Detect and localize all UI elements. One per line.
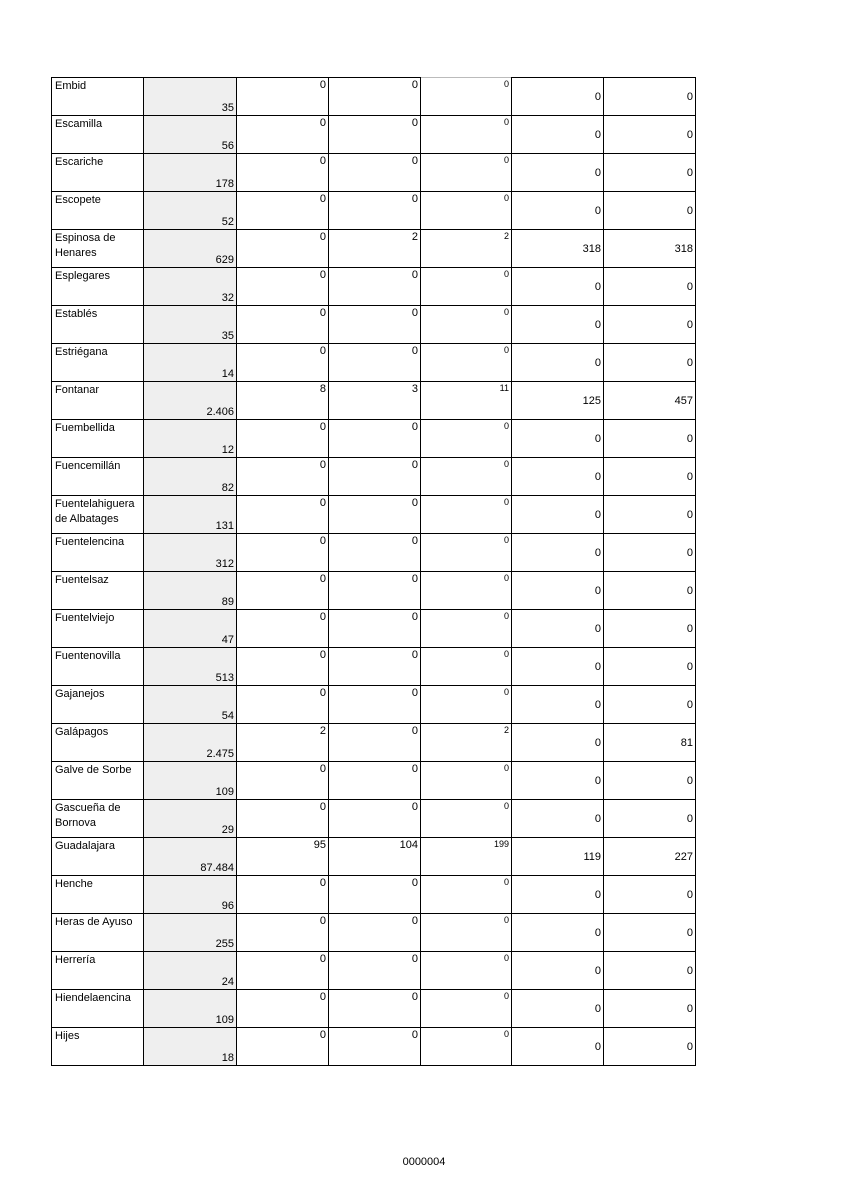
value-col-3-cell: 2 — [421, 724, 512, 762]
value-col-2-cell: 0 — [329, 154, 421, 192]
value-col-2-cell: 0 — [329, 458, 421, 496]
value-col-2-cell: 0 — [329, 686, 421, 724]
value-col-5-cell: 0 — [604, 496, 696, 534]
value-col-3-cell: 0 — [421, 952, 512, 990]
value-col-3-cell: 0 — [421, 876, 512, 914]
population-cell: 52 — [144, 192, 237, 230]
municipality-name-cell: Galve de Sorbe — [52, 762, 144, 800]
value-col-5-cell: 0 — [604, 914, 696, 952]
value-col-4-cell: 0 — [512, 914, 604, 952]
municipality-name-cell: Fuentelviejo — [52, 610, 144, 648]
value-col-3-cell: 0 — [421, 1028, 512, 1066]
value-col-2-cell: 0 — [329, 344, 421, 382]
value-col-1-cell: 0 — [237, 914, 329, 952]
value-col-5-cell: 0 — [604, 420, 696, 458]
value-col-1-cell: 0 — [237, 534, 329, 572]
value-col-5-cell: 318 — [604, 230, 696, 268]
table-row — [52, 306, 696, 344]
value-col-1-cell: 0 — [237, 572, 329, 610]
value-col-1-cell: 0 — [237, 952, 329, 990]
value-col-3-cell: 0 — [421, 78, 512, 116]
value-col-5-cell: 0 — [604, 952, 696, 990]
population-cell: 2.406 — [144, 382, 237, 420]
population-cell: 56 — [144, 116, 237, 154]
municipality-name-cell: Fuentelencina — [52, 534, 144, 572]
value-col-3-cell: 0 — [421, 154, 512, 192]
table-row — [52, 458, 696, 496]
value-col-3-cell: 0 — [421, 648, 512, 686]
municipality-name-cell: Fuencemillán — [52, 458, 144, 496]
value-col-2-cell: 0 — [329, 496, 421, 534]
value-col-5-cell: 0 — [604, 762, 696, 800]
municipality-name-cell: Espinosa de Henares — [52, 230, 144, 268]
value-col-4-cell: 0 — [512, 154, 604, 192]
value-col-2-cell: 0 — [329, 78, 421, 116]
value-col-2-cell: 0 — [329, 952, 421, 990]
population-cell: 109 — [144, 990, 237, 1028]
table-row — [52, 496, 696, 534]
value-col-1-cell: 0 — [237, 306, 329, 344]
municipality-name-cell: Fuentelahiguera de Albatages — [52, 496, 144, 534]
municipality-name-cell: Hiendelaencina — [52, 990, 144, 1028]
value-col-5-cell: 0 — [604, 1028, 696, 1066]
value-col-4-cell: 0 — [512, 458, 604, 496]
value-col-3-cell: 0 — [421, 762, 512, 800]
value-col-1-cell: 95 — [237, 838, 329, 876]
municipality-name-cell: Fuembellida — [52, 420, 144, 458]
value-col-3-cell: 2 — [421, 230, 512, 268]
value-col-4-cell: 0 — [512, 800, 604, 838]
value-col-1-cell: 0 — [237, 800, 329, 838]
value-col-3-cell: 0 — [421, 572, 512, 610]
value-col-1-cell: 0 — [237, 116, 329, 154]
value-col-2-cell: 0 — [329, 610, 421, 648]
value-col-2-cell: 0 — [329, 800, 421, 838]
value-col-2-cell: 0 — [329, 990, 421, 1028]
value-col-4-cell: 125 — [512, 382, 604, 420]
value-col-4-cell: 0 — [512, 952, 604, 990]
value-col-5-cell: 0 — [604, 192, 696, 230]
population-cell: 96 — [144, 876, 237, 914]
table-row — [52, 534, 696, 572]
value-col-3-cell: 0 — [421, 458, 512, 496]
population-cell: 89 — [144, 572, 237, 610]
table-row — [52, 268, 696, 306]
value-col-1-cell: 0 — [237, 610, 329, 648]
population-cell: 2.475 — [144, 724, 237, 762]
value-col-1-cell: 2 — [237, 724, 329, 762]
value-col-1-cell: 8 — [237, 382, 329, 420]
value-col-4-cell: 0 — [512, 990, 604, 1028]
value-col-4-cell: 0 — [512, 116, 604, 154]
value-col-3-cell: 0 — [421, 192, 512, 230]
municipality-name-cell: Gajanejos — [52, 686, 144, 724]
municipality-name-cell: Gascueña de Bornova — [52, 800, 144, 838]
value-col-2-cell: 0 — [329, 306, 421, 344]
value-col-5-cell: 0 — [604, 876, 696, 914]
population-cell: 24 — [144, 952, 237, 990]
value-col-5-cell: 457 — [604, 382, 696, 420]
population-cell: 255 — [144, 914, 237, 952]
table-row — [52, 572, 696, 610]
page-footer-code: 0000004 — [402, 1156, 446, 1168]
value-col-4-cell: 0 — [512, 686, 604, 724]
value-col-2-cell: 104 — [329, 838, 421, 876]
table-row — [52, 154, 696, 192]
value-col-5-cell: 0 — [604, 268, 696, 306]
value-col-4-cell: 0 — [512, 306, 604, 344]
value-col-1-cell: 0 — [237, 420, 329, 458]
value-col-4-cell: 0 — [512, 192, 604, 230]
value-col-5-cell: 0 — [604, 78, 696, 116]
value-col-3-cell: 0 — [421, 306, 512, 344]
value-col-1-cell: 0 — [237, 990, 329, 1028]
value-col-5-cell: 0 — [604, 610, 696, 648]
table-row — [52, 78, 696, 116]
population-cell: 109 — [144, 762, 237, 800]
population-cell: 513 — [144, 648, 237, 686]
value-col-1-cell: 0 — [237, 648, 329, 686]
value-col-2-cell: 0 — [329, 192, 421, 230]
municipality-name-cell: Fontanar — [52, 382, 144, 420]
table-row — [52, 382, 696, 420]
table-row — [52, 230, 696, 268]
value-col-2-cell: 0 — [329, 914, 421, 952]
table-row — [52, 952, 696, 990]
table-row — [52, 914, 696, 952]
value-col-4-cell: 0 — [512, 420, 604, 458]
table-row — [52, 800, 696, 838]
population-cell: 35 — [144, 78, 237, 116]
value-col-4-cell: 0 — [512, 648, 604, 686]
value-col-1-cell: 0 — [237, 762, 329, 800]
value-col-1-cell: 0 — [237, 686, 329, 724]
data-table — [51, 77, 696, 1066]
value-col-5-cell: 0 — [604, 306, 696, 344]
table-row — [52, 344, 696, 382]
table-row — [52, 420, 696, 458]
value-col-2-cell: 0 — [329, 648, 421, 686]
value-col-4-cell: 0 — [512, 268, 604, 306]
municipality-name-cell: Galápagos — [52, 724, 144, 762]
population-cell: 12 — [144, 420, 237, 458]
value-col-1-cell: 0 — [237, 230, 329, 268]
municipality-name-cell: Escopete — [52, 192, 144, 230]
value-col-3-cell: 0 — [421, 914, 512, 952]
value-col-2-cell: 0 — [329, 268, 421, 306]
value-col-5-cell: 0 — [604, 534, 696, 572]
value-col-3-cell: 0 — [421, 610, 512, 648]
value-col-1-cell: 0 — [237, 458, 329, 496]
value-col-5-cell: 0 — [604, 458, 696, 496]
municipality-name-cell: Establés — [52, 306, 144, 344]
value-col-5-cell: 0 — [604, 800, 696, 838]
value-col-4-cell: 0 — [512, 610, 604, 648]
value-col-3-cell: 0 — [421, 990, 512, 1028]
municipality-name-cell: Embid — [52, 78, 144, 116]
table-row — [52, 838, 696, 876]
value-col-3-cell: 0 — [421, 268, 512, 306]
municipality-name-cell: Esplegares — [52, 268, 144, 306]
population-cell: 82 — [144, 458, 237, 496]
value-col-1-cell: 0 — [237, 154, 329, 192]
population-cell: 312 — [144, 534, 237, 572]
municipality-name-cell: Guadalajara — [52, 838, 144, 876]
population-cell: 178 — [144, 154, 237, 192]
table-row — [52, 762, 696, 800]
value-col-4-cell: 0 — [512, 572, 604, 610]
table-row — [52, 724, 696, 762]
value-col-1-cell: 0 — [237, 876, 329, 914]
municipality-name-cell: Heras de Ayuso — [52, 914, 144, 952]
municipality-name-cell: Escariche — [52, 154, 144, 192]
value-col-2-cell: 3 — [329, 382, 421, 420]
value-col-1-cell: 0 — [237, 78, 329, 116]
value-col-3-cell: 199 — [421, 838, 512, 876]
value-col-2-cell: 0 — [329, 116, 421, 154]
table-row — [52, 1028, 696, 1066]
value-col-4-cell: 119 — [512, 838, 604, 876]
population-cell: 35 — [144, 306, 237, 344]
value-col-2-cell: 0 — [329, 1028, 421, 1066]
municipality-name-cell: Escamilla — [52, 116, 144, 154]
value-col-4-cell: 0 — [512, 762, 604, 800]
value-col-4-cell: 0 — [512, 78, 604, 116]
table-row — [52, 686, 696, 724]
population-cell: 54 — [144, 686, 237, 724]
value-col-3-cell: 0 — [421, 420, 512, 458]
value-col-3-cell: 0 — [421, 496, 512, 534]
table-row — [52, 876, 696, 914]
value-col-1-cell: 0 — [237, 1028, 329, 1066]
value-col-5-cell: 0 — [604, 686, 696, 724]
value-col-4-cell: 0 — [512, 344, 604, 382]
municipality-name-cell: Fuentenovilla — [52, 648, 144, 686]
value-col-2-cell: 0 — [329, 724, 421, 762]
value-col-5-cell: 0 — [604, 154, 696, 192]
municipality-name-cell: Henche — [52, 876, 144, 914]
population-cell: 29 — [144, 800, 237, 838]
table-row — [52, 990, 696, 1028]
value-col-1-cell: 0 — [237, 344, 329, 382]
value-col-4-cell: 0 — [512, 1028, 604, 1066]
value-col-3-cell: 0 — [421, 800, 512, 838]
value-col-2-cell: 0 — [329, 420, 421, 458]
value-col-3-cell: 0 — [421, 116, 512, 154]
value-col-3-cell: 0 — [421, 534, 512, 572]
value-col-4-cell: 0 — [512, 496, 604, 534]
table-row — [52, 648, 696, 686]
value-col-4-cell: 0 — [512, 724, 604, 762]
value-col-4-cell: 318 — [512, 230, 604, 268]
municipality-name-cell: Herrería — [52, 952, 144, 990]
value-col-5-cell: 0 — [604, 990, 696, 1028]
value-col-2-cell: 0 — [329, 534, 421, 572]
value-col-2-cell: 0 — [329, 876, 421, 914]
population-cell: 47 — [144, 610, 237, 648]
municipality-name-cell: Estriégana — [52, 344, 144, 382]
value-col-1-cell: 0 — [237, 192, 329, 230]
value-col-4-cell: 0 — [512, 534, 604, 572]
population-cell: 629 — [144, 230, 237, 268]
value-col-1-cell: 0 — [237, 496, 329, 534]
value-col-5-cell: 227 — [604, 838, 696, 876]
value-col-3-cell: 11 — [421, 382, 512, 420]
value-col-2-cell: 0 — [329, 572, 421, 610]
value-col-5-cell: 81 — [604, 724, 696, 762]
value-col-5-cell: 0 — [604, 572, 696, 610]
value-col-5-cell: 0 — [604, 116, 696, 154]
value-col-1-cell: 0 — [237, 268, 329, 306]
population-cell: 32 — [144, 268, 237, 306]
value-col-3-cell: 0 — [421, 344, 512, 382]
population-cell: 87.484 — [144, 838, 237, 876]
table-row — [52, 610, 696, 648]
value-col-5-cell: 0 — [604, 648, 696, 686]
population-cell: 18 — [144, 1028, 237, 1066]
municipality-name-cell: Hijes — [52, 1028, 144, 1066]
table-row — [52, 192, 696, 230]
value-col-5-cell: 0 — [604, 344, 696, 382]
value-col-3-cell: 0 — [421, 686, 512, 724]
value-col-2-cell: 0 — [329, 762, 421, 800]
population-cell: 131 — [144, 496, 237, 534]
value-col-4-cell: 0 — [512, 876, 604, 914]
value-col-2-cell: 2 — [329, 230, 421, 268]
table-row — [52, 116, 696, 154]
population-cell: 14 — [144, 344, 237, 382]
municipality-name-cell: Fuentelsaz — [52, 572, 144, 610]
